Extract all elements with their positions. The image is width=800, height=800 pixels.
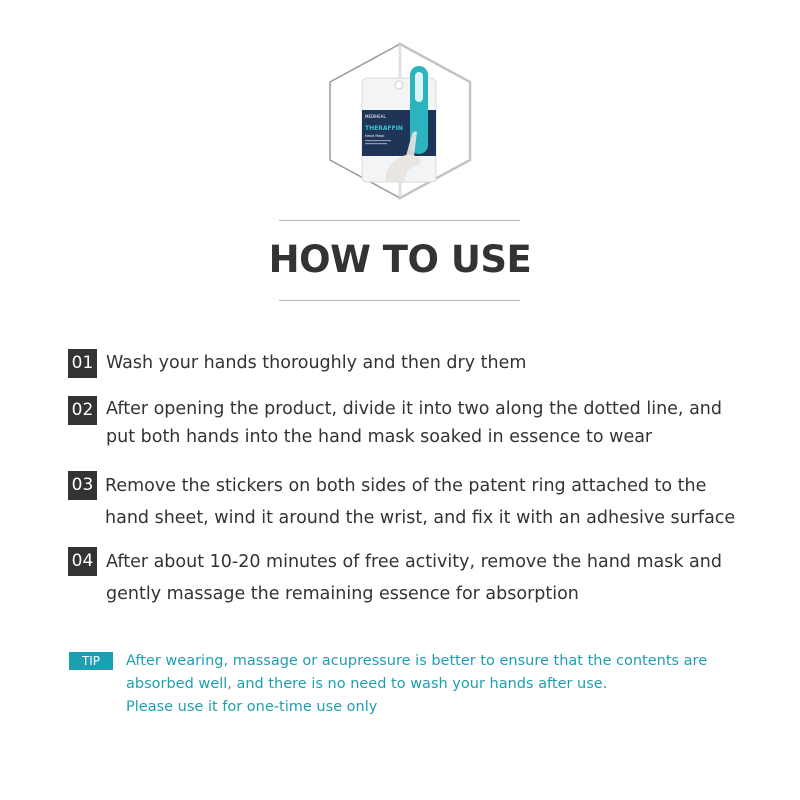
tip-text-line: After wearing, massage or acupressure is better to ensure that the contents are	[126, 653, 708, 669]
product-name-text: THERAFFIN	[365, 125, 403, 132]
step-number-badge: 03	[68, 471, 97, 500]
step-text-line: gently massage the remaining essence for absorption	[106, 584, 579, 604]
tip-text-line: Please use it for one-time use only	[126, 699, 378, 715]
tip-text	[126, 650, 766, 719]
tip-badge: TIP	[69, 652, 113, 670]
step-number-badge: 02	[68, 396, 97, 425]
step-number-badge: 04	[68, 547, 97, 576]
step-text-line: Remove the stickers on both sides of the patent ring attached to the	[105, 476, 707, 496]
step-text	[106, 546, 760, 610]
product-package-image	[356, 64, 444, 184]
step-text	[106, 395, 760, 451]
step-number-badge: 01	[68, 349, 97, 378]
step-text-line: Wash your hands thoroughly and then dry them	[106, 353, 527, 373]
page-title: HOW TO USE	[268, 238, 532, 281]
product-subtitle-text: Hand Mask	[365, 134, 385, 138]
step-text	[106, 348, 760, 378]
step-text-line: hand sheet, wind it around the wrist, and fix it with an adhesive surface	[105, 508, 736, 528]
step-text	[105, 470, 760, 534]
title-rule-bottom	[279, 300, 520, 301]
title-rule-top	[279, 220, 520, 221]
step-text-line: After about 10-20 minutes of free activity, remove the hand mask and	[106, 552, 722, 572]
tip-text-line: absorbed well, and there is no need to wash your hands after use.	[126, 676, 608, 692]
product-brand-text: MEDIHEAL	[365, 114, 386, 119]
step-text-line: put both hands into the hand mask soaked in essence to wear	[106, 427, 653, 447]
step-text-line: After opening the product, divide it into two along the dotted line, and	[106, 399, 722, 419]
